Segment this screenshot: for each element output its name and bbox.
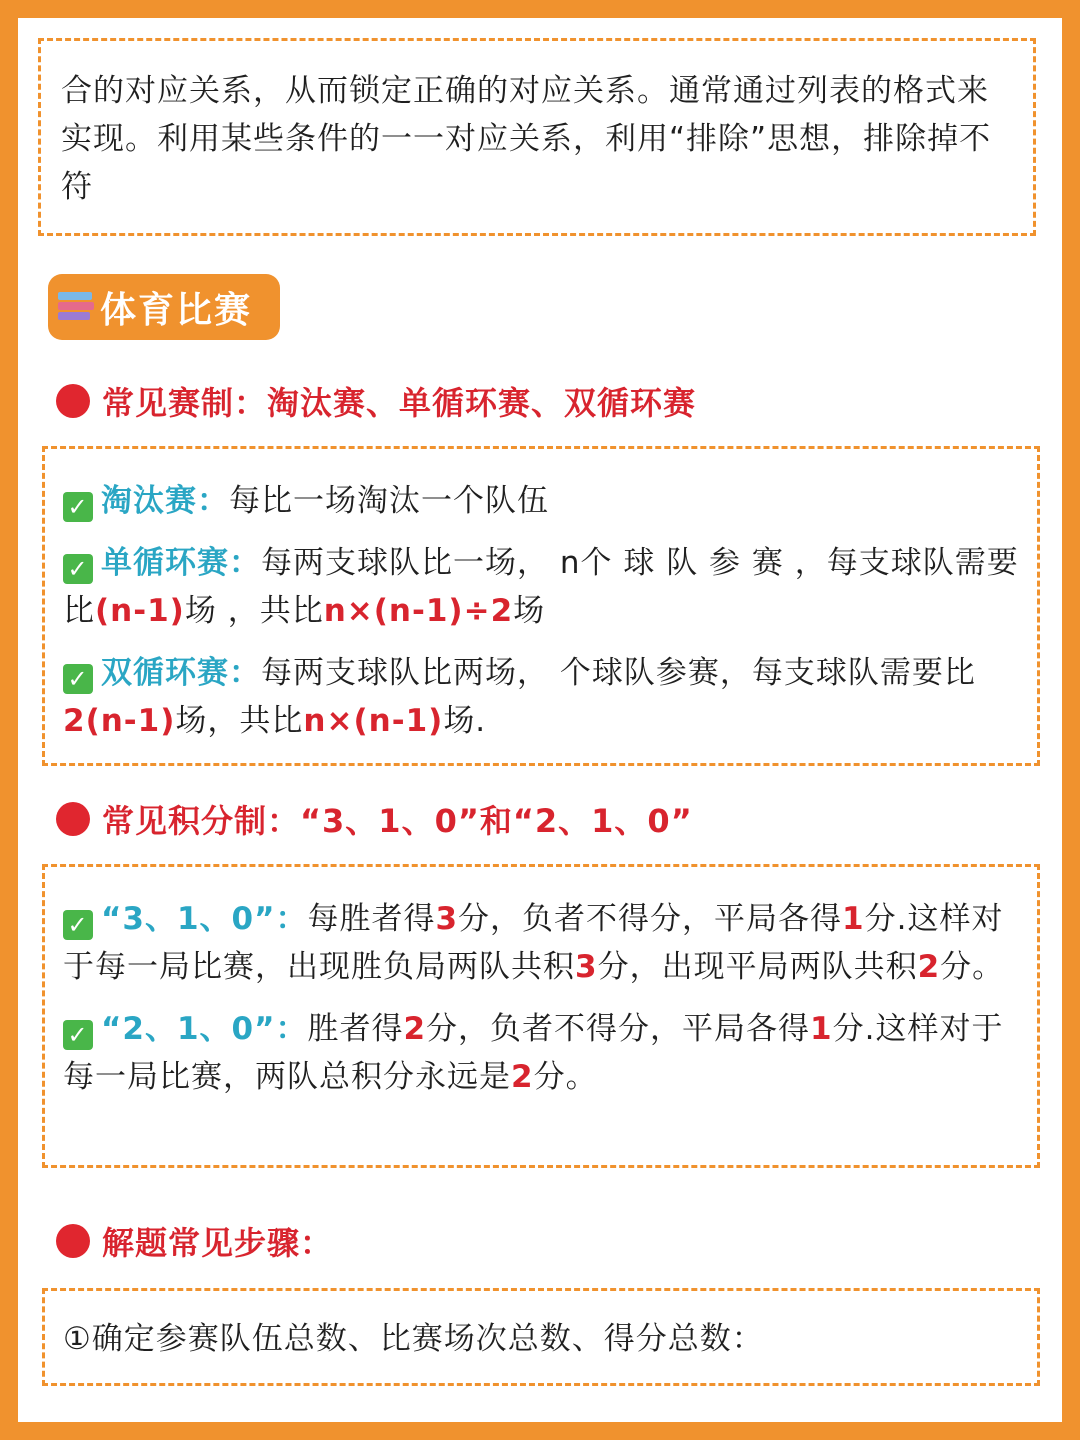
scoring-210-text-3: 分.这样对于每一局比赛，两队总积分永远是 bbox=[63, 1011, 1004, 1095]
scoring-210-number-3: 2 bbox=[511, 1059, 534, 1095]
scoring-310-text-1: 每胜者得 bbox=[307, 901, 436, 937]
checkmark-icon: ✓ bbox=[63, 910, 93, 940]
double-label: 双循环赛： bbox=[101, 655, 261, 691]
single-text-2: 场 ，共比 bbox=[184, 593, 324, 629]
single-text-3: 场 bbox=[513, 593, 546, 629]
scoring-310-text-3: 分.这样对于每一局比赛，出现胜负局两队共积 bbox=[63, 901, 1004, 985]
checkmark-icon: ✓ bbox=[63, 554, 93, 584]
single-formula-1: (n-1) bbox=[95, 593, 185, 629]
heading-competition-formats bbox=[56, 378, 696, 424]
scoring-310-text-2: 分，负者不得分，平局各得 bbox=[458, 901, 843, 937]
double-text-3: 场. bbox=[443, 703, 487, 739]
scoring-310-label: “3、1、0”： bbox=[101, 901, 308, 937]
heading-text: 解题常见步骤： bbox=[102, 1224, 334, 1262]
double-text-2: 场，共比 bbox=[175, 703, 304, 739]
knockout-label: 淘汰赛： bbox=[101, 483, 229, 519]
scoring-210-number-2: 1 bbox=[810, 1011, 833, 1047]
scoring-210-text-4: 分。 bbox=[533, 1059, 598, 1095]
red-dot-icon bbox=[56, 384, 90, 418]
section-title-pill bbox=[48, 274, 280, 340]
intro-text: 合的对应关系，从而锁定正确的对应关系。通常通过列表的格式来实现。利用某些条件的一一对应关系，利用“排除”思想，排除掉不符 bbox=[61, 73, 992, 205]
scoring-310-text-4: 分，出现平局两队共积 bbox=[597, 949, 918, 985]
checkmark-icon: ✓ bbox=[63, 1020, 93, 1050]
scoring-box bbox=[42, 864, 1040, 1168]
heading-text: 常见赛制：淘汰赛、单循环赛、双循环赛 bbox=[102, 384, 697, 422]
scoring-310-number-1: 3 bbox=[435, 901, 459, 937]
steps-box bbox=[42, 1288, 1040, 1386]
heading-scoring-systems bbox=[56, 796, 693, 842]
scoring-210-number-1: 2 bbox=[403, 1011, 427, 1047]
formats-box bbox=[42, 446, 1040, 766]
scoring-210-label: “2、1、0”： bbox=[101, 1011, 308, 1047]
checkmark-icon: ✓ bbox=[63, 492, 93, 522]
heading-solution-steps bbox=[56, 1218, 333, 1264]
double-formula-2: n×(n-1) bbox=[303, 703, 444, 739]
step-1: ①确定参赛队伍总数、比赛场次总数、得分总数： bbox=[63, 1321, 764, 1357]
red-dot-icon bbox=[56, 802, 90, 836]
books-icon bbox=[58, 288, 96, 326]
single-round-robin-item bbox=[63, 539, 1019, 635]
scoring-310-number-2: 1 bbox=[842, 901, 865, 937]
double-round-robin-item bbox=[63, 649, 1019, 745]
scoring-310-item bbox=[63, 895, 1019, 991]
page bbox=[18, 18, 1062, 1422]
single-label: 单循环赛： bbox=[101, 545, 261, 581]
scoring-310-number-3: 3 bbox=[575, 949, 598, 985]
single-text-1: 每两支球队比一场， n个 球 队 参 赛 ，每支球队需要比 bbox=[63, 545, 1019, 629]
knockout-text: 每比一场淘汰一个队伍 bbox=[229, 483, 549, 519]
double-formula-1: 2(n-1) bbox=[63, 703, 176, 739]
scoring-210-text-1: 胜者得 bbox=[307, 1011, 404, 1047]
single-formula-2: n×(n-1)÷2 bbox=[323, 593, 514, 629]
heading-text: 常见积分制：“3、1、0”和“2、1、0” bbox=[102, 802, 693, 840]
section-title: 体育比赛 bbox=[100, 289, 253, 331]
double-text-1: 每两支球队比两场， 个球队参赛，每支球队需要比 bbox=[261, 655, 976, 691]
checkmark-icon: ✓ bbox=[63, 664, 93, 694]
knockout-item bbox=[63, 477, 1019, 525]
scoring-310-text-5: 分。 bbox=[940, 949, 1005, 985]
red-dot-icon bbox=[56, 1224, 90, 1258]
scoring-210-text-2: 分，负者不得分，平局各得 bbox=[426, 1011, 811, 1047]
intro-box bbox=[38, 38, 1036, 236]
scoring-310-number-4: 2 bbox=[917, 949, 941, 985]
scoring-210-item bbox=[63, 1005, 1019, 1101]
